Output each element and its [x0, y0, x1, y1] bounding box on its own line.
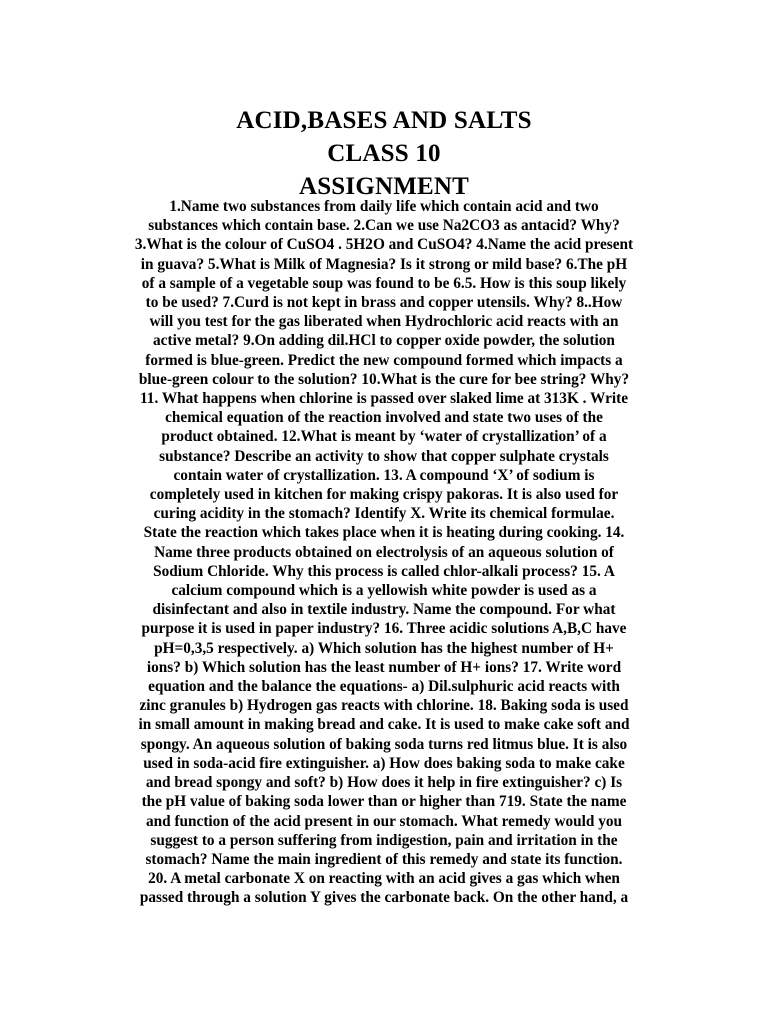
body-line: used in soda-acid fire extinguisher. a) How does baking soda to make cake — [143, 754, 625, 772]
body-line: substance? Describe an activity to show that copper sulphate crystals — [159, 447, 609, 465]
body-line: and function of the acid present in our stomach. What remedy would you — [145, 812, 623, 830]
title-line-topic: ACID,BASES AND SALTS — [236, 107, 532, 134]
body-line: active metal? 9.On adding dil.HCl to copper oxide powder, the solution — [153, 332, 615, 350]
body-line: calcium compound which is a yellowish white powder is used as a — [171, 582, 597, 600]
body-line: product obtained. 12.What is meant by ‘water of crystallization’ of a — [161, 428, 607, 446]
body-line: blue-green colour to the solution? 10.What is the cure for bee string? Why? — [138, 370, 630, 388]
title-line-class: CLASS 10 — [327, 140, 441, 167]
body-line: contain water of crystallization. 13. A compound ‘X’ of sodium is — [173, 466, 595, 484]
body-line: and bread spongy and soft? b) How does it help in fire extinguisher? c) Is — [145, 774, 623, 792]
body-line: equation and the balance the equations- a) Dil.sulphuric acid reacts with — [148, 678, 620, 696]
body-line: disinfectant and also in textile industry. Name the compound. For what — [152, 601, 616, 619]
body-line: stomach? Name the main ingredient of this remedy and state its function. — [145, 850, 623, 868]
body-line: curing acidity in the stomach? Identify X. Write its chemical formulae. — [153, 505, 615, 523]
body-line: will you test for the gas liberated when Hydrochloric acid reacts with an — [149, 313, 619, 331]
body-line: in small amount in making bread and cake. It is used to make cake soft and — [138, 716, 630, 734]
body-line: 1.Name two substances from daily life which contain acid and two — [169, 198, 599, 215]
body-line: State the reaction which takes place when it is heating during cooking. 14. — [143, 524, 625, 542]
body-line: to be used? 7.Curd is not kept in brass and copper utensils. Why? 8..How — [145, 294, 623, 312]
body-line: completely used in kitchen for making crispy pakoras. It is also used for — [149, 486, 619, 504]
assignment-questions — [88, 197, 680, 908]
body-line: formed is blue-green. Predict the new compound formed which impacts a — [145, 351, 623, 369]
body-line: 3.What is the colour of CuSO4 . 5H2O and CuSO4? 4.Name the acid present — [134, 236, 634, 254]
body-line: 20. A metal carbonate X on reacting with an acid gives a gas which when — [148, 870, 620, 888]
body-line: spongy. An aqueous solution of baking soda turns red litmus blue. It is also — [140, 735, 628, 753]
document-title — [0, 104, 768, 203]
title-line-assignment: ASSIGNMENT — [298, 173, 470, 200]
body-line: zinc granules b) Hydrogen gas reacts with chlorine. 18. Baking soda is used — [139, 697, 629, 715]
body-line: ions? b) Which solution has the least number of H+ ions? 17. Write word — [146, 658, 622, 676]
body-line: the pH value of baking soda lower than or higher than 719. State the name — [141, 793, 627, 811]
body-line: pH=0,3,5 respectively. a) Which solution has the highest number of H+ — [154, 639, 614, 657]
body-line: Name three products obtained on electrolysis of an aqueous solution of — [154, 543, 614, 561]
body-line: suggest to a person suffering from indigestion, pain and irritation in the — [150, 831, 618, 849]
body-line: purpose it is used in paper industry? 16. Three acidic solutions A,B,C have — [141, 620, 627, 638]
body-line: 11. What happens when chlorine is passed over slaked lime at 313K . Write — [140, 390, 628, 408]
body-line: passed through a solution Y gives the carbonate back. On the other hand, a — [139, 889, 629, 907]
body-line: of a sample of a vegetable soup was found to be 6.5. How is this soup likely — [141, 274, 627, 292]
body-line: chemical equation of the reaction involved and state two uses of the — [165, 409, 603, 427]
body-line: Sodium Chloride. Why this process is called chlor-alkali process? 15. A — [153, 562, 615, 580]
body-line: substances which contain base. 2.Can we use Na2CO3 as antacid? Why? — [148, 217, 620, 235]
body-line: in guava? 5.What is Milk of Magnesia? Is it strong or mild base? 6.The pH — [140, 255, 628, 273]
